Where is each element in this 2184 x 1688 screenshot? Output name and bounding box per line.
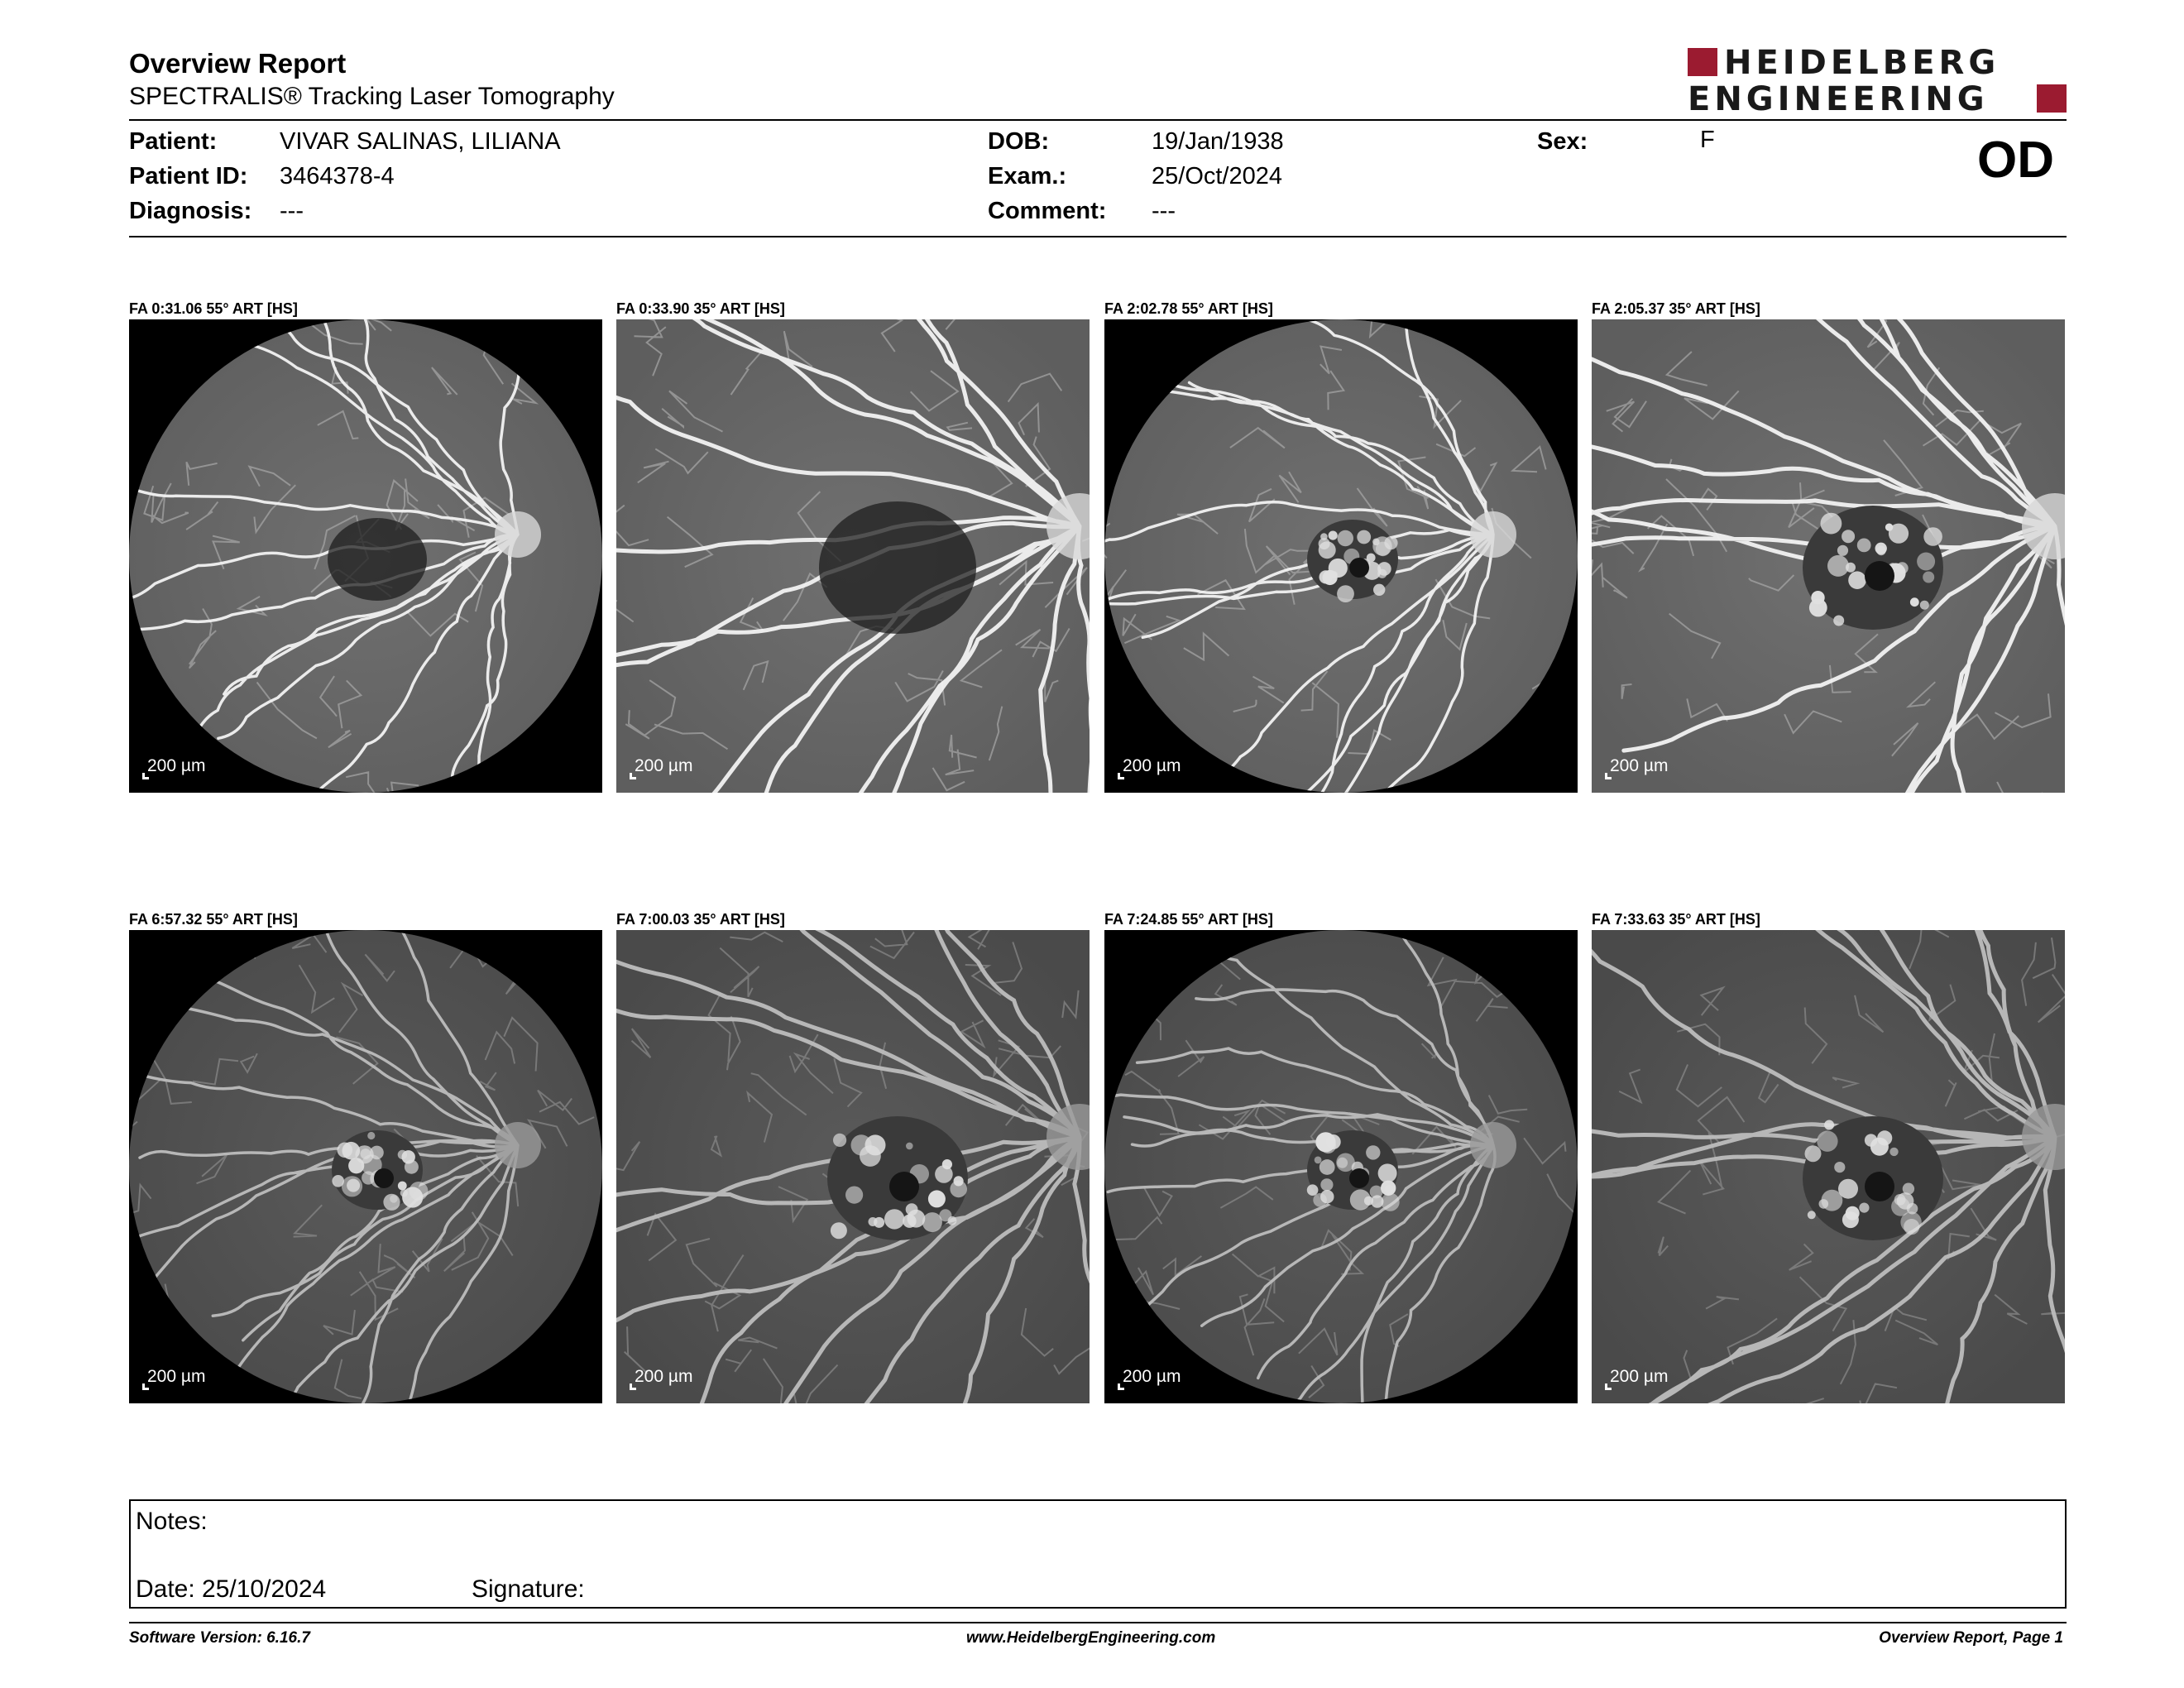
- dob-value: 19/Jan/1938: [1152, 128, 1284, 155]
- image-caption: FA 0:33.90 35° ART [HS]: [616, 300, 785, 317]
- image-caption: FA 6:57.32 55° ART [HS]: [129, 911, 298, 928]
- image-caption: FA 2:05.37 35° ART [HS]: [1592, 300, 1760, 317]
- signature-label: Signature:: [472, 1575, 585, 1603]
- report-title: Overview Report: [129, 48, 347, 79]
- scale-label: 200 µm: [1123, 1367, 1181, 1386]
- image-caption: FA 7:00.03 35° ART [HS]: [616, 911, 785, 928]
- patient-name: VIVAR SALINAS, LILIANA: [280, 128, 561, 155]
- fundus-angiogram-image[interactable]: [1104, 930, 1578, 1403]
- date-text: Date: 25/10/2024: [136, 1575, 327, 1603]
- eye-indicator: OD: [1977, 132, 2054, 189]
- heidelberg-logo: [1688, 46, 2068, 117]
- fundus-angiogram-image[interactable]: [1592, 319, 2065, 793]
- fa-image-tile[interactable]: [616, 300, 1090, 793]
- fundus-angiogram-image[interactable]: [129, 319, 602, 793]
- fundus-angiogram-image[interactable]: [1104, 319, 1578, 793]
- patient-label: Patient:: [129, 128, 218, 155]
- logo-line-2: ENGINEERING: [1688, 80, 1989, 118]
- fa-image-tile[interactable]: [1592, 910, 2065, 1403]
- fundus-angiogram-image[interactable]: [129, 930, 602, 1403]
- scale-label: 200 µm: [1610, 1367, 1669, 1386]
- fundus-angiogram-image[interactable]: [616, 319, 1090, 793]
- patient-id-label: Patient ID:: [129, 163, 248, 189]
- scale-label: 200 µm: [1123, 756, 1181, 775]
- notes-label: Notes:: [136, 1508, 208, 1535]
- notes-box[interactable]: [129, 1499, 2067, 1609]
- sex-label: Sex:: [1537, 128, 1588, 155]
- image-caption: FA 7:24.85 55° ART [HS]: [1104, 911, 1273, 928]
- scale-label: 200 µm: [635, 1367, 693, 1386]
- report-subtitle: SPECTRALIS® Tracking Laser Tomography: [129, 83, 615, 110]
- scale-label: 200 µm: [1610, 756, 1669, 775]
- sex-value: F: [1700, 127, 1715, 153]
- footer-rule: [129, 1622, 2067, 1623]
- image-caption: FA 0:31.06 55° ART [HS]: [129, 300, 298, 317]
- patient-rule: [129, 236, 2067, 237]
- diagnosis-value: ---: [280, 198, 304, 224]
- scale-label: 200 µm: [147, 1367, 206, 1386]
- diagnosis-label: Diagnosis:: [129, 198, 252, 224]
- logo-square-top: [1688, 48, 1717, 76]
- scale-label: 200 µm: [147, 756, 206, 775]
- comment-label: Comment:: [988, 198, 1107, 224]
- exam-value: 25/Oct/2024: [1152, 163, 1282, 189]
- header-rule: [129, 119, 2067, 121]
- software-version: Software Version: 6.16.7: [129, 1629, 310, 1647]
- image-caption: FA 2:02.78 55° ART [HS]: [1104, 300, 1273, 317]
- logo-line-1: HEIDELBERG: [1724, 44, 2000, 82]
- fundus-angiogram-image[interactable]: [616, 930, 1090, 1403]
- comment-value: ---: [1152, 198, 1176, 224]
- dob-label: DOB:: [988, 128, 1050, 155]
- fa-image-tile[interactable]: [1592, 300, 2065, 793]
- page-indicator: Overview Report, Page 1: [1879, 1629, 2063, 1647]
- fa-image-tile[interactable]: [1104, 300, 1578, 793]
- fa-image-tile[interactable]: [616, 910, 1090, 1403]
- patient-id: 3464378-4: [280, 163, 395, 189]
- image-caption: FA 7:33.63 35° ART [HS]: [1592, 911, 1760, 928]
- scale-label: 200 µm: [635, 756, 693, 775]
- fa-image-tile[interactable]: [129, 910, 602, 1403]
- fundus-angiogram-image[interactable]: [1592, 930, 2065, 1403]
- website-link[interactable]: www.HeidelbergEngineering.com: [966, 1629, 1216, 1647]
- logo-square-bottom: [2037, 84, 2067, 113]
- fa-image-tile[interactable]: [129, 300, 602, 793]
- fa-image-tile[interactable]: [1104, 910, 1578, 1403]
- exam-label: Exam.:: [988, 163, 1067, 189]
